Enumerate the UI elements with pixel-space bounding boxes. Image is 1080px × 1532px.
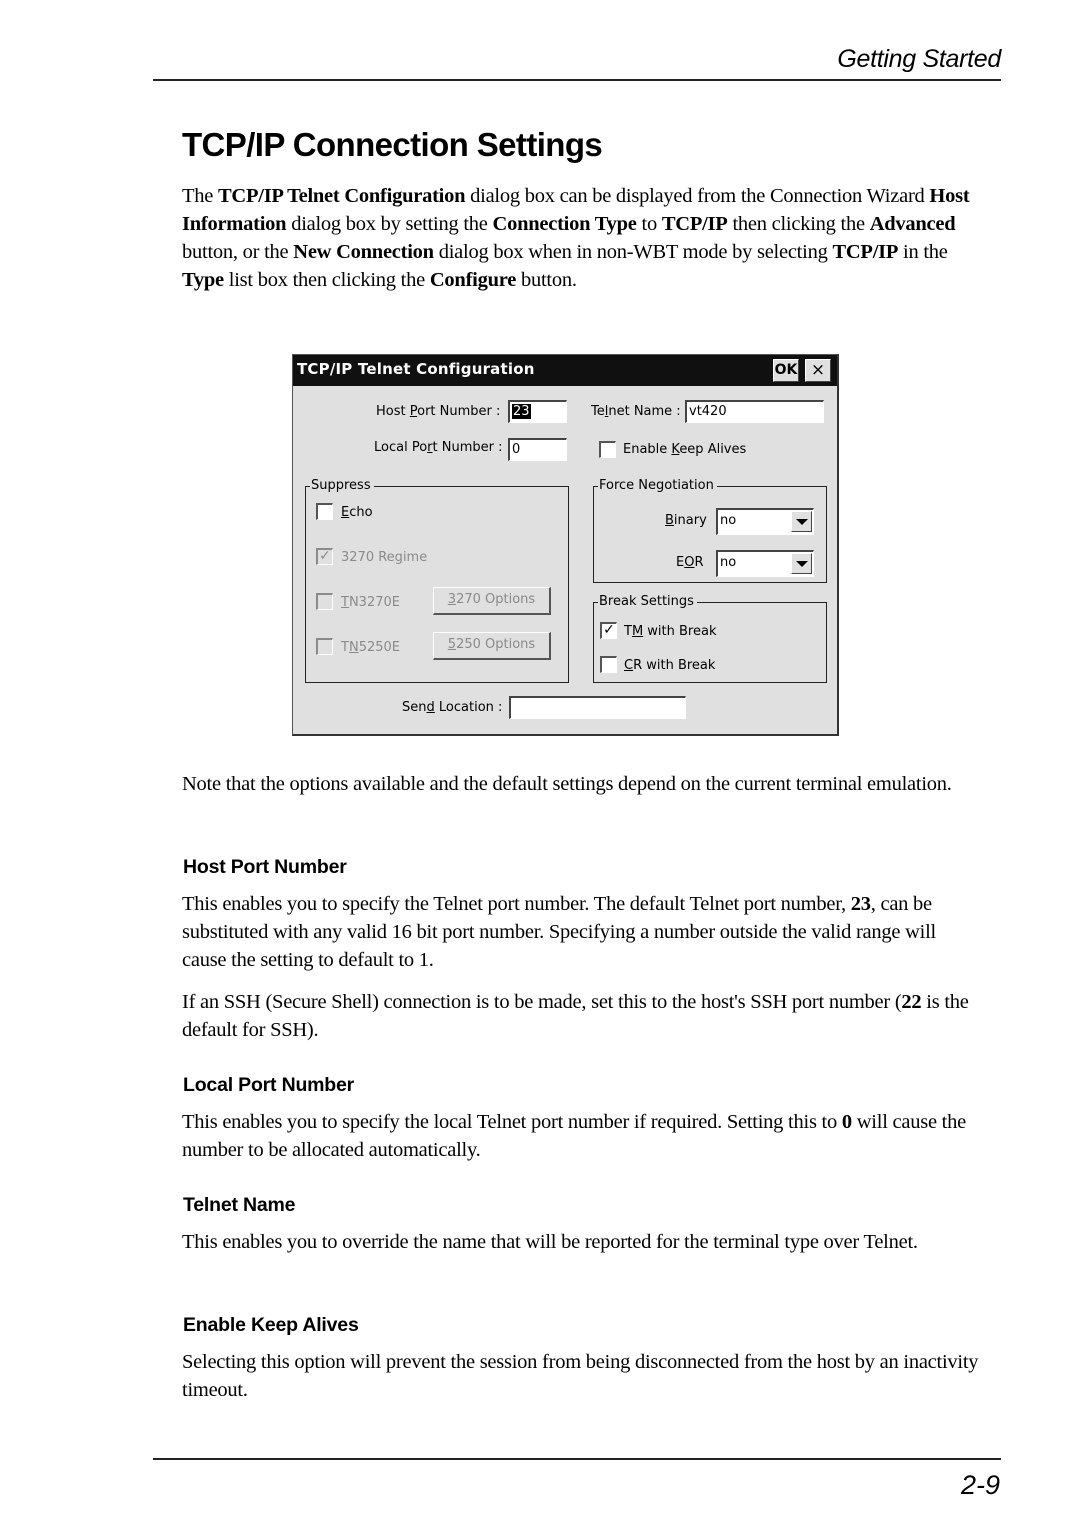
running-head: Getting Started <box>837 45 1001 73</box>
bold-term: 0 <box>841 1111 852 1133</box>
text-run: will cause the number to be allocated automatically. <box>182 1111 966 1161</box>
heading-telnet-name: Telnet Name <box>183 1194 296 1216</box>
echo-checkbox[interactable] <box>316 503 333 520</box>
dialog-titlebar <box>293 355 837 386</box>
check-icon: ✓ <box>603 622 615 638</box>
eor-value: no <box>720 555 737 570</box>
close-icon: × <box>810 360 826 380</box>
text-run: If an SSH (Secure Shell) connection is to be made, set this to the host's SSH port number ( <box>182 991 902 1013</box>
text-run: to <box>636 213 662 235</box>
text-run: dialog box by setting the <box>286 213 493 235</box>
tm-with-break-label: TM with Break <box>624 624 717 639</box>
heading-local-port-number: Local Port Number <box>183 1074 355 1096</box>
cr-with-break-checkbox[interactable] <box>600 656 617 673</box>
text-run: Selecting this option will prevent the session from being disconnected from the host by an inactivity timeout. <box>182 1351 979 1401</box>
tn5250e-label: TN5250E <box>341 640 400 655</box>
local-port-input[interactable]: 0 <box>508 438 567 461</box>
eor-combo[interactable] <box>716 550 814 577</box>
bold-term: TCP/IP <box>832 241 899 263</box>
telnet-name-input[interactable]: vt420 <box>685 400 824 423</box>
keep-alives-checkbox[interactable] <box>599 441 616 458</box>
text-run: dialog box when in non-WBT mode by selecting <box>433 241 833 263</box>
force-negotiation-group <box>593 478 827 583</box>
header-rule <box>153 79 1001 81</box>
bold-term: Connection Type <box>492 213 637 235</box>
3270-options-button[interactable]: 3270 Options <box>433 587 551 615</box>
text-run: button, or the <box>182 241 294 263</box>
text-run: list box then clicking the <box>223 269 430 291</box>
bold-term: 22 <box>901 991 922 1013</box>
suppress-legend: Suppress <box>310 478 374 494</box>
break-settings-legend: Break Settings <box>598 594 697 610</box>
tn3270e-label: TN3270E <box>341 595 400 610</box>
text-run: button. <box>516 269 577 291</box>
binary-value: no <box>720 513 737 528</box>
bold-term: TCP/IP <box>661 213 728 235</box>
binary-label: Binary <box>665 513 707 528</box>
bold-term: Type <box>182 269 224 291</box>
3270-regime-label: 3270 Regime <box>341 550 428 565</box>
local-port-paragraph <box>182 1108 982 1164</box>
bold-term: Host Information <box>182 185 970 235</box>
intro-paragraph <box>182 182 982 294</box>
5250-options-button[interactable]: 5250 Options <box>433 632 551 660</box>
eor-label: EOR <box>676 555 704 570</box>
footer-rule <box>153 1458 1001 1460</box>
suppress-group <box>305 478 569 683</box>
text-run: The <box>182 185 218 207</box>
text-run: This enables you to specify the Telnet port number. The default Telnet port number, <box>182 893 851 915</box>
text-run: then clicking the <box>727 213 870 235</box>
3270-regime-checkbox[interactable] <box>316 548 333 565</box>
bold-term: Configure <box>429 269 517 291</box>
page-title: TCP/IP Connection Settings <box>182 126 603 163</box>
close-button[interactable] <box>805 359 831 382</box>
tn3270e-checkbox[interactable] <box>316 593 333 610</box>
send-location-input[interactable] <box>509 696 686 719</box>
dropdown-arrow-icon[interactable] <box>791 553 812 574</box>
text-run: in the <box>898 241 948 263</box>
send-location-label: Send Location : <box>402 700 503 715</box>
heading-enable-keep-alives: Enable Keep Alives <box>183 1314 359 1336</box>
bold-term: TCP/IP Telnet Configuration <box>218 185 466 207</box>
telnet-name-paragraph <box>182 1228 982 1256</box>
page-number: 2-9 <box>960 1470 1000 1500</box>
keep-alives-paragraph <box>182 1348 982 1404</box>
break-settings-group <box>593 594 827 683</box>
ok-button[interactable]: OK <box>773 359 799 382</box>
text-run: This enables you to override the name that will be reported for the terminal type over Telnet. <box>182 1231 918 1253</box>
text-run: , can be substituted with any valid 16 bit port number. Specifying a number outside the valid range will cause the setting to default to 1. <box>182 893 936 971</box>
cr-with-break-label: CR with Break <box>624 658 716 673</box>
keep-alives-label: Enable Keep Alives <box>623 442 747 457</box>
local-port-label: Local Port Number : <box>374 440 503 455</box>
text-run: is the default for SSH). <box>182 991 969 1041</box>
note-paragraph: Note that the options available and the default settings depend on the current terminal emulation. <box>182 773 952 795</box>
telnet-config-dialog <box>292 354 839 736</box>
bold-term: 23 <box>850 893 871 915</box>
text-run: This enables you to specify the local Telnet port number if required. Setting this to <box>182 1111 842 1133</box>
echo-label: Echo <box>341 505 373 520</box>
host-port-input[interactable]: 23 <box>508 400 567 423</box>
dropdown-arrow-icon[interactable] <box>791 511 812 532</box>
binary-combo[interactable] <box>716 508 814 535</box>
force-negotiation-legend: Force Negotiation <box>598 478 717 494</box>
host-port-paragraph-2 <box>182 988 982 1044</box>
text-run: dialog box can be displayed from the Connection Wizard <box>465 185 930 207</box>
dialog-title: TCP/IP Telnet Configuration <box>297 360 535 378</box>
check-icon: ✓ <box>319 548 331 564</box>
host-port-paragraph-1 <box>182 890 982 974</box>
heading-host-port-number: Host Port Number <box>183 856 347 878</box>
tn5250e-checkbox[interactable] <box>316 638 333 655</box>
bold-term: New Connection <box>293 241 434 263</box>
bold-term: Advanced <box>869 213 956 235</box>
telnet-name-label: Telnet Name : <box>591 404 681 419</box>
tm-with-break-checkbox[interactable] <box>600 622 617 639</box>
host-port-label: Host Port Number : <box>376 404 501 419</box>
